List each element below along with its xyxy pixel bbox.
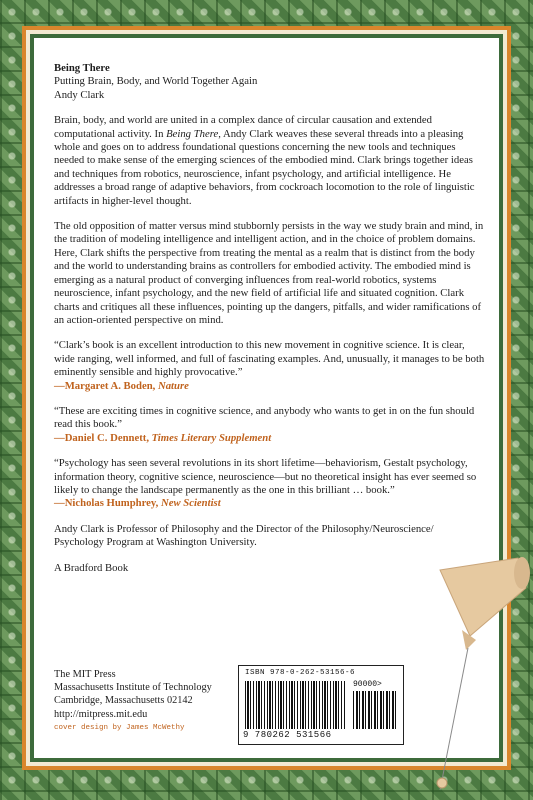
- book-title: Being There: [54, 62, 110, 74]
- description-text: , Andy Clark weaves these several threads into a pleasing whole and goes on to address foundational questions concerning the new tools and techniques needed to make sense of the emerging sciences of the embodied mind. Clark brings together ideas and techniques from robotics, neuroscience, infant psychology, and artificial intelligence. He addresses a broad range of adaptive behaviors, from cockroach locomotion to the role of linguistic artifacts in higher-level thought.: [54, 127, 475, 207]
- description-title-italic: Being There: [166, 127, 219, 140]
- book-author: Andy Clark: [54, 88, 105, 101]
- review-quote-3: “Psychology has seen several revolutions in its short lifetime—behaviorism, Gestalt psychology, information theory, cognitive science, neuroscience—but no theoretical insight has ever seemed so likely to change the landscape permanently as the one in this brilliant … book.”: [54, 457, 477, 496]
- imprint-name: A Bradford Book: [54, 561, 129, 574]
- publisher-address-line-1: Massachusetts Institute of Technology: [54, 682, 212, 694]
- isbn-digits: 9 780262 531566: [243, 730, 332, 740]
- publisher-address-line-2: Cambridge, Massachusetts 02142: [54, 695, 193, 707]
- price-code: 90000>: [353, 680, 382, 689]
- publisher-url: http://mitpress.mit.edu: [54, 708, 148, 720]
- description-paragraph-2: The old opposition of matter versus mind stubbornly persists in the way we study brain and mind, in the tradition of modeling intelligence and intelligent action, and in the choice of problem domains. Here, Clark shifts the perspective from treating the mental as a realm that is distinct from the body and the world to understanding brains as controllers for embodied activity. The embodied mind is emerging as a natural product of converging influences from real-world robotics, systems neuroscience, infant psychology, and the new field of artificial life and situated cognition. Clark charts and critiques all these influences, pointing up the dangers, pitfalls, and wider ramifications of an action-oriented perspective on mind.: [54, 220, 484, 326]
- review-source: New Scientist: [161, 497, 221, 510]
- description-text: Brain, body, and world are united in a complex dance of circular causation and extended computational activity. In: [54, 114, 432, 140]
- publisher-name: The MIT Press: [54, 669, 116, 680]
- review-quote-2: “These are exciting times in cognitive science, and anybody who wants to get in on the fun should read this book.”: [54, 404, 475, 431]
- review-attribution-1: [54, 380, 486, 393]
- description-paragraph-1: [54, 114, 486, 208]
- back-cover-text: [54, 62, 486, 575]
- review-attribution-3: [54, 497, 486, 510]
- review-source: Times Literary Supplement: [151, 431, 272, 444]
- cover-design-credit: cover design by James McWethy: [54, 724, 185, 732]
- publisher-block: [54, 668, 212, 721]
- review-quote-1: “Clark’s book is an excellent introduction to this new movement in cognitive science. It is clear, wide ranging, well informed, and full of fascinating examples. And, unusually, it manages to be both eminently sensible and highly provocative.”: [54, 339, 485, 379]
- review-attribution-2: [54, 432, 486, 445]
- price-barcode-bars-icon: [353, 691, 397, 729]
- barcode-bars-icon: [245, 681, 345, 729]
- isbn-barcode: [238, 665, 404, 745]
- funnel-on-string-illustration-icon: [400, 540, 533, 800]
- review-author: —Daniel C. Dennett,: [54, 431, 152, 444]
- isbn-label: ISBN 978-0-262-53156-6: [245, 669, 356, 677]
- author-bio: Andy Clark is Professor of Philosophy and the Director of the Philosophy/Neuroscience/ Psychology Program at Washington University.: [54, 522, 434, 549]
- book-subtitle: Putting Brain, Body, and World Together Again: [54, 75, 258, 88]
- review-source: Nature: [158, 379, 189, 392]
- review-author: —Margaret A. Boden,: [54, 379, 158, 392]
- review-author: —Nicholas Humphrey,: [54, 497, 161, 510]
